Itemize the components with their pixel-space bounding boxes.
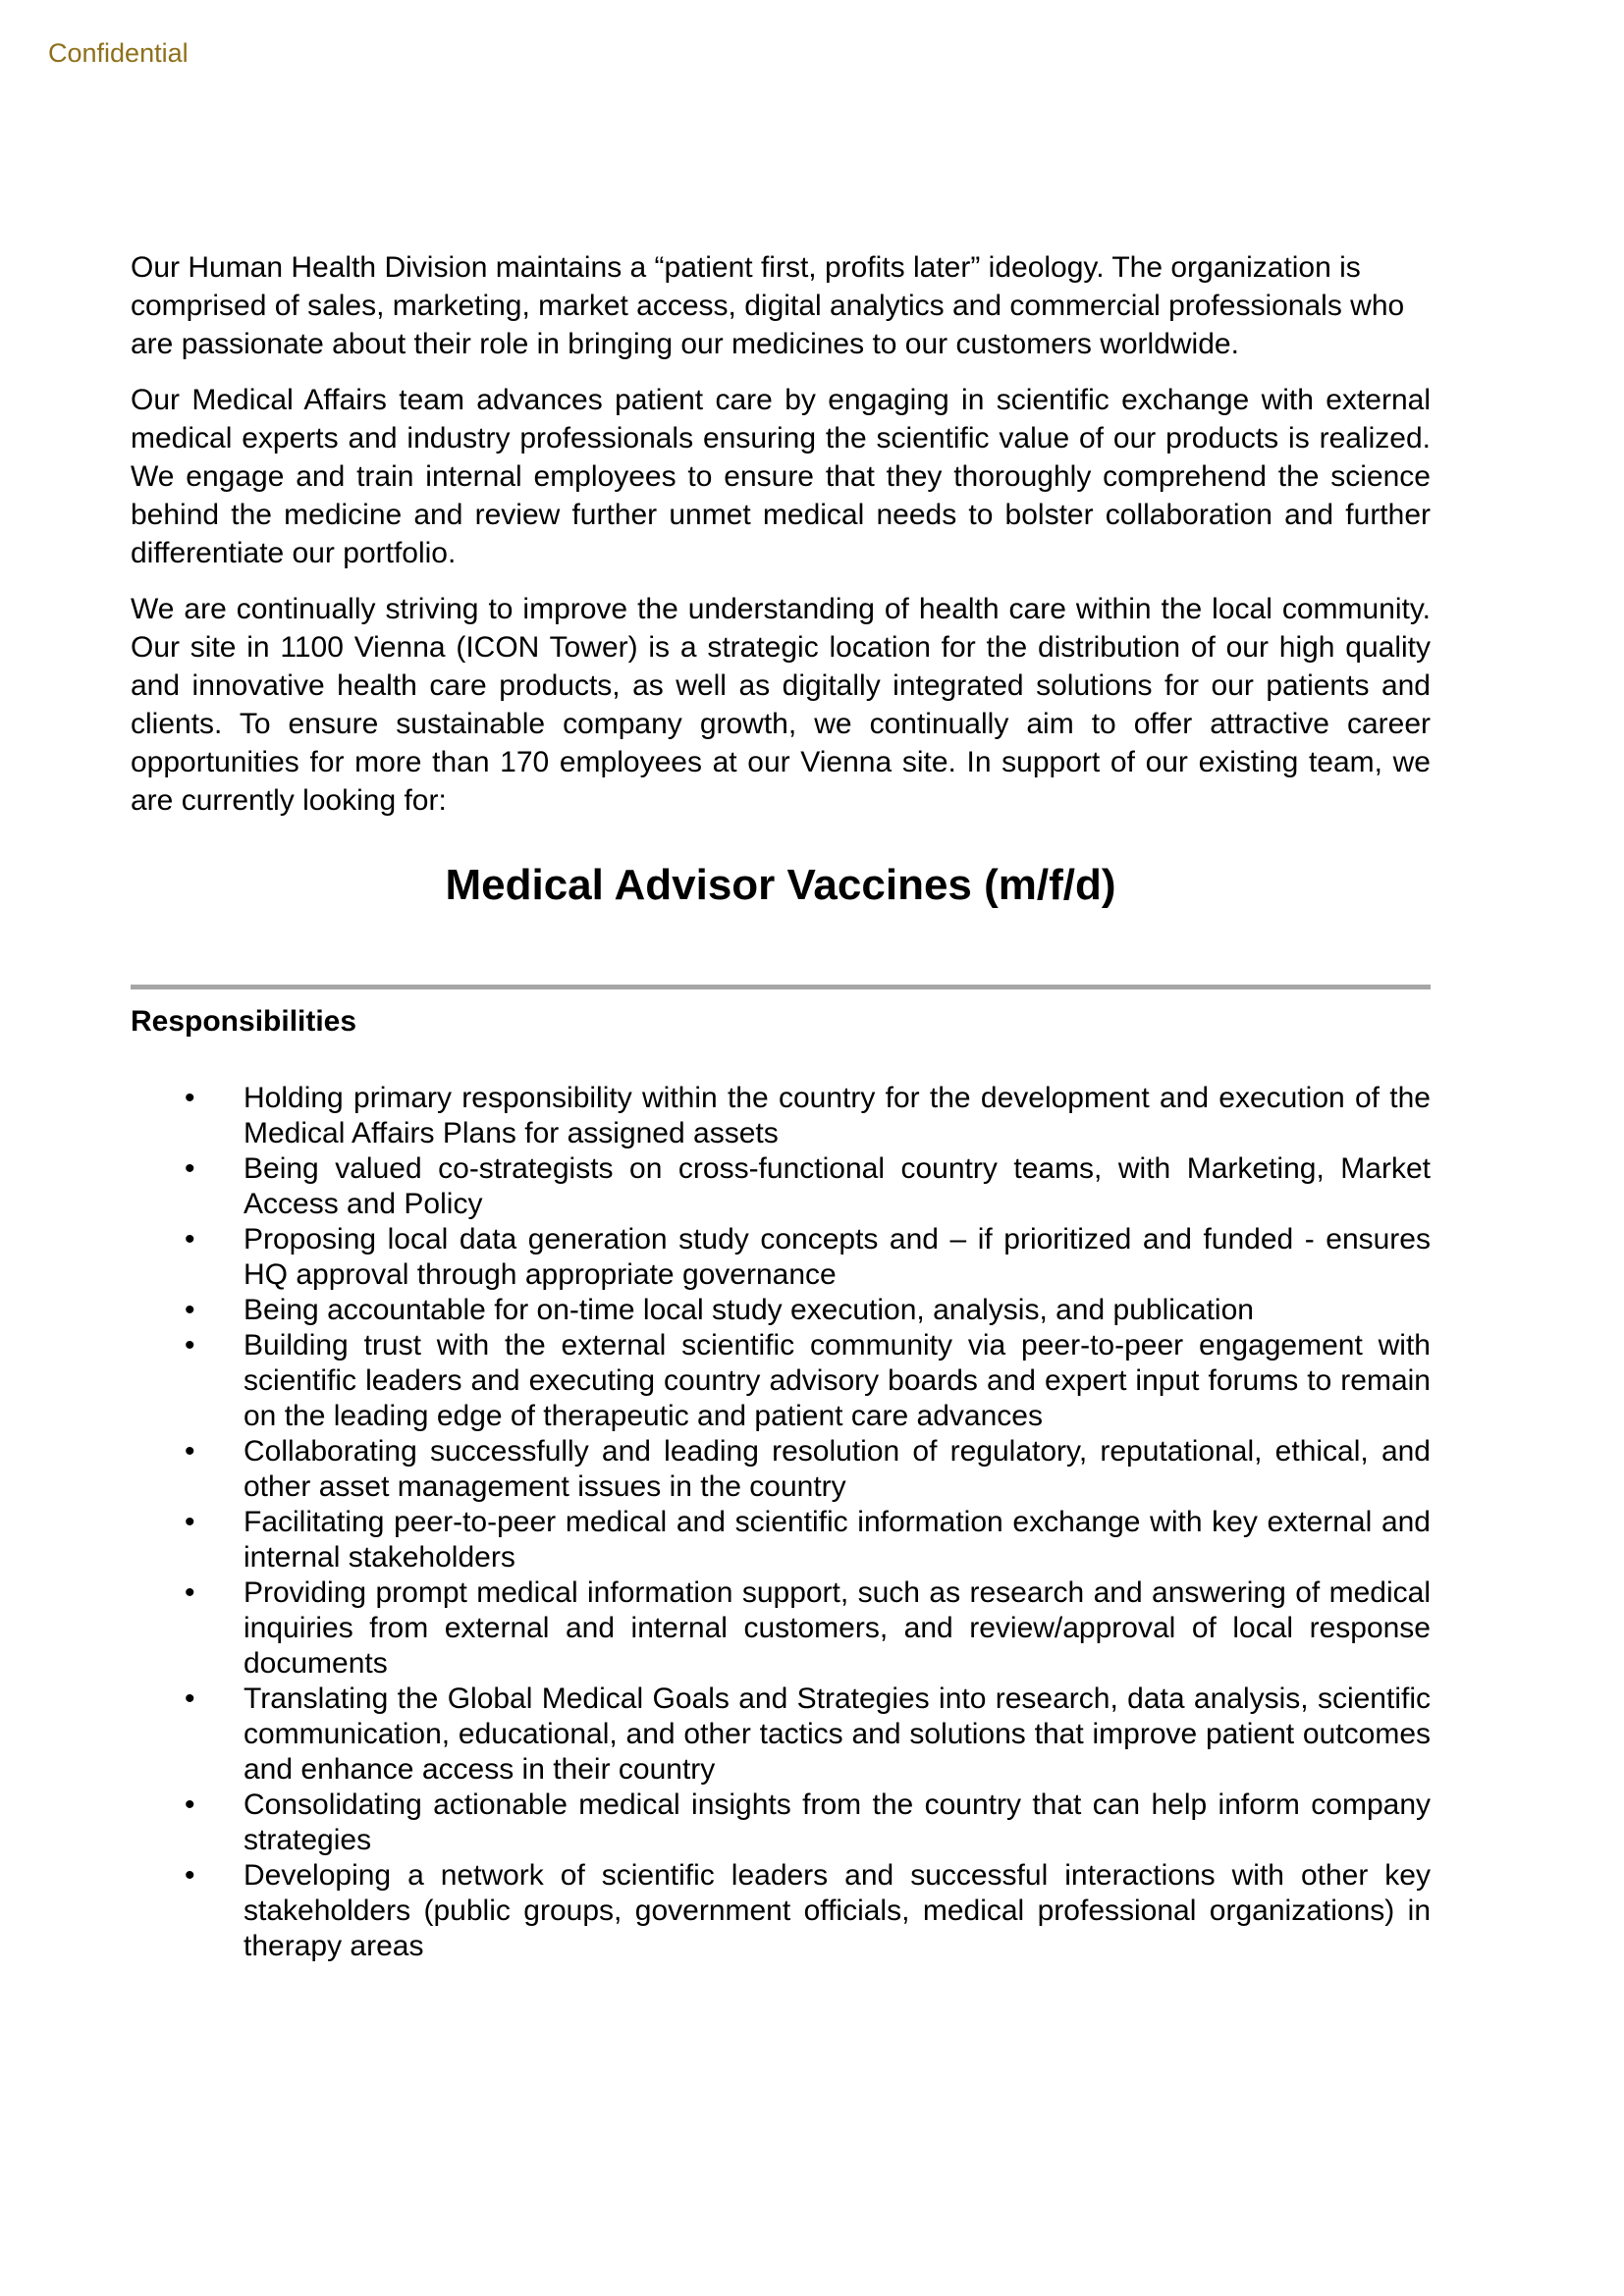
- responsibility-item: • Consolidating actionable medical insights from the country that can help inform company strategies: [131, 1788, 1431, 1858]
- responsibility-item: • Being accountable for on-time local study execution, analysis, and publication: [131, 1293, 1431, 1328]
- responsibility-item: • Facilitating peer-to-peer medical and scientific information exchange with key external and internal stakeholders: [131, 1505, 1431, 1575]
- responsibility-item: • Proposing local data generation study concepts and – if prioritized and funded - ensures HQ approval through appropriate governance: [131, 1222, 1431, 1293]
- responsibility-item: • Developing a network of scientific leaders and successful interactions with other key stakeholders (public groups, government officials, medical professional organizations) in therapy areas: [131, 1858, 1431, 1964]
- intro-paragraph-vienna-site: We are continually striving to improve the understanding of health care within the local community. Our site in 1100 Vienna (ICON Tower) is a strategic location for the distribution of our high quality and innovative health care products, as well as digitally integrated solutions for our patients and clients. To ensure sustainable company growth, we continually aim to offer attractive career opportunities for more than 170 employees at our Vienna site. In support of our existing team, we are currently looking for:: [131, 593, 1431, 817]
- intro-paragraph-medical-affairs: Our Medical Affairs team advances patient care by engaging in scientific exchange with external medical experts and industry professionals ensuring the scientific value of our products is realized. We engage and train internal employees to ensure that they thoroughly comprehend the science behind the medicine and review further unmet medical needs to bolster collaboration and further differentiate our portfolio.: [131, 384, 1431, 569]
- intro-paragraph-human-health: Our Human Health Division maintains a “patient first, profits later” ideology. The organization is comprised of sales, marketing, market access, digital analytics and commercial professionals who are passionate about their role in bringing our medicines to our customers worldwide.: [131, 251, 1405, 360]
- section-divider-rule: [131, 985, 1431, 989]
- confidential-watermark-label: Confidential: [48, 38, 189, 68]
- responsibility-item: • Building trust with the external scientific community via peer-to-peer engagement with scientific leaders and executing country advisory boards and expert input forums to remain on the leading edge of therapeutic and patient care advances: [131, 1328, 1431, 1434]
- responsibility-item: • Providing prompt medical information support, such as research and answering of medical inquiries from external and internal customers, and review/approval of local response documents: [131, 1575, 1431, 1682]
- responsibility-item: • Holding primary responsibility within the country for the development and execution of the Medical Affairs Plans for assigned assets: [131, 1081, 1431, 1151]
- responsibility-item: • Being valued co-strategists on cross-functional country teams, with Marketing, Market Access and Policy: [131, 1151, 1431, 1222]
- responsibility-item: • Translating the Global Medical Goals and Strategies into research, data analysis, scientific communication, educational, and other tactics and solutions that improve patient outcomes and enhance access in their country: [131, 1682, 1431, 1788]
- responsibilities-list: [131, 1081, 1431, 1964]
- responsibility-item: • Collaborating successfully and leading resolution of regulatory, reputational, ethical, and other asset management issues in the country: [131, 1434, 1431, 1505]
- job-title: Medical Advisor Vaccines (m/f/d): [445, 861, 1116, 909]
- document-body: [131, 0, 1431, 1964]
- responsibilities-heading: Responsibilities: [131, 1005, 357, 1038]
